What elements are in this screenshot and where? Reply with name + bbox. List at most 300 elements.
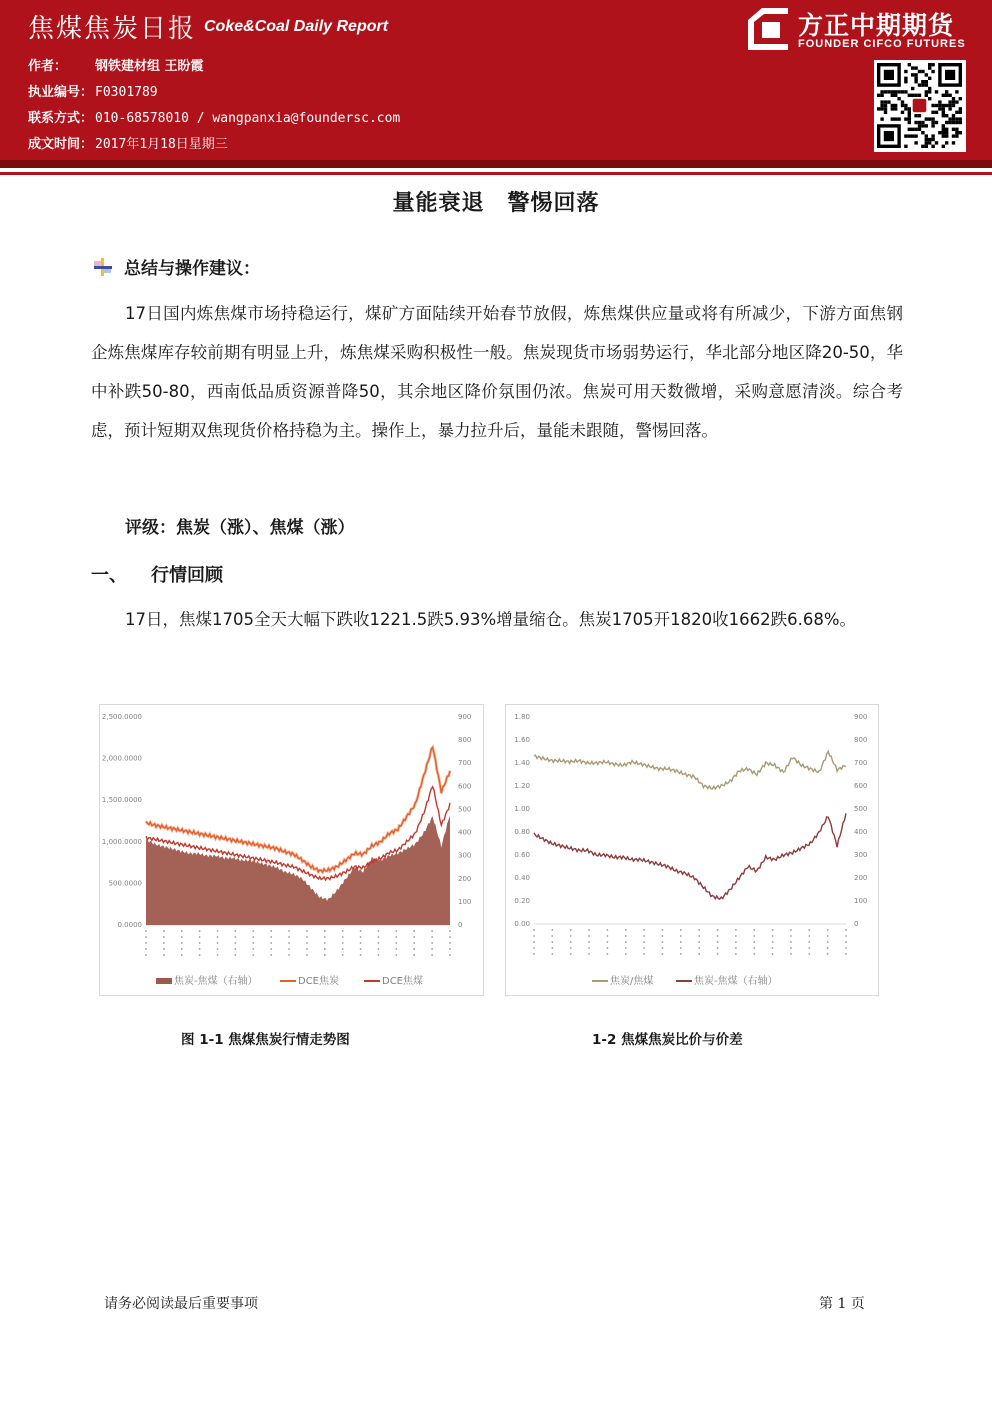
qr-module — [942, 94, 945, 97]
chart2-x-tick-mark — [533, 947, 535, 949]
chart1-x-tick-mark — [217, 942, 219, 944]
figure-caption-1: 图 1-1 焦煤焦炭行情走势图 — [181, 1032, 350, 1048]
chart1-x-tick-mark — [395, 948, 397, 950]
qr-finder-core — [884, 70, 894, 80]
company-logo-icon — [744, 6, 792, 52]
qr-module — [887, 90, 890, 93]
qr-module — [880, 107, 883, 110]
qr-module — [901, 100, 904, 103]
qr-module — [904, 104, 907, 107]
qr-module — [901, 90, 904, 93]
chart1-x-tick-mark — [288, 942, 290, 944]
chart1-x-tick-mark — [378, 942, 380, 944]
chart1-x-tick-mark — [342, 930, 344, 932]
chart2-x-tick-mark — [808, 935, 810, 937]
chart1-x-tick-mark — [181, 936, 183, 938]
qr-module — [931, 104, 934, 107]
chart1-x-tick-mark — [252, 948, 254, 950]
chart2-x-tick-mark — [662, 953, 664, 955]
chart1-x-tick-mark — [235, 942, 237, 944]
date-label: 成文时间： — [28, 137, 94, 152]
chart2-x-tick-mark — [643, 941, 645, 943]
qr-module — [925, 145, 928, 148]
qr-code — [874, 60, 966, 152]
qr-module — [908, 107, 911, 110]
chart1-x-tick-mark — [270, 942, 272, 944]
qr-module — [880, 104, 883, 107]
qr-module — [911, 128, 914, 131]
chart1-x-tick-mark — [270, 948, 272, 950]
chart1-x-tick-mark — [217, 930, 219, 932]
contact-row — [28, 107, 400, 126]
qr-module — [955, 121, 958, 124]
qr-module — [942, 111, 945, 114]
chart1-x-tick-mark — [360, 948, 362, 950]
qr-module — [955, 128, 958, 131]
qr-module — [921, 131, 924, 134]
qr-module — [884, 100, 887, 103]
qr-module — [918, 124, 921, 127]
qr-module — [914, 80, 917, 83]
chart2-right-tick: 100 — [854, 897, 868, 905]
qr-module — [891, 104, 894, 107]
chart1-left-tick: 500.0000 — [108, 879, 142, 888]
chart1-legend-label-1: DCE焦炭 — [298, 976, 340, 987]
chart1-x-tick-mark — [342, 948, 344, 950]
qr-module — [945, 90, 948, 93]
chart1-x-tick-mark — [163, 954, 165, 956]
qr-module — [928, 77, 931, 80]
chart1-x-tick-mark — [431, 954, 433, 956]
qr-module — [952, 121, 955, 124]
license-value: F0301789 — [95, 85, 158, 100]
chart2-x-tick-mark — [717, 947, 719, 949]
qr-module — [938, 131, 941, 134]
chart1-x-tick-mark — [270, 936, 272, 938]
qr-module — [911, 94, 914, 97]
qr-module — [921, 70, 924, 73]
chart2-x-tick-mark — [717, 941, 719, 943]
chart2-left-tick: 1.80 — [514, 713, 530, 721]
chart2-x-tick-mark — [772, 953, 774, 955]
qr-module — [952, 128, 955, 131]
summary-paragraph: 17日国内炼焦煤市场持稳运行，煤矿方面陆续开始春节放假，炼焦煤供应量或将有所减少，下游方面焦钢企炼焦煤库存较前期有明显上升，炼焦煤采购积极性一般。焦炭现货市场弱势运行，华北部分地区降20-50，华中补跌50-80，西南低品质资源普降50，其余地区降价氛围仍浓。焦炭可用天数微增，采购意愿清淡。综合考虑，预计短期双焦现货价格持稳为主。操作上，暴力拉升后，量能未跟随，警惕回落。 — [91, 304, 903, 440]
qr-module — [931, 111, 934, 114]
header-divider-thin — [0, 172, 992, 175]
chart1-right-tick: 200 — [458, 874, 472, 883]
chart2-x-tick-mark — [772, 935, 774, 937]
qr-module — [904, 117, 907, 120]
chart2-x-tick-mark — [808, 929, 810, 931]
chart-ratio-spread — [505, 704, 879, 996]
qr-module — [921, 145, 924, 148]
qr-module — [908, 121, 911, 124]
chart2-x-tick-mark — [662, 935, 664, 937]
author-label: 作者： — [28, 59, 68, 74]
chart1-x-tick-mark — [324, 936, 326, 938]
qr-module — [925, 141, 928, 144]
chart2-x-tick-mark — [570, 953, 572, 955]
section-heading — [91, 561, 223, 587]
chart1-legend-label-2: DCE焦煤 — [382, 976, 424, 987]
qr-module — [925, 124, 928, 127]
qr-module — [935, 111, 938, 114]
qr-module — [914, 94, 917, 97]
chart2-x-tick-mark — [662, 941, 664, 943]
chart2-x-tick-mark — [680, 935, 682, 937]
chart2-x-tick-mark — [845, 935, 847, 937]
chart1-x-tick-mark — [145, 936, 147, 938]
qr-module — [931, 145, 934, 148]
chart1-x-tick-mark — [395, 936, 397, 938]
chart1-x-tick-mark — [306, 930, 308, 932]
qr-module — [935, 104, 938, 107]
chart2-right-tick: 0 — [854, 920, 859, 928]
qr-module — [948, 107, 951, 110]
chart1-x-tick-mark — [413, 942, 415, 944]
qr-module — [904, 145, 907, 148]
chart1-x-tick-mark — [217, 954, 219, 956]
qr-module — [928, 117, 931, 120]
summary-heading — [92, 254, 260, 279]
chart1-x-tick-mark — [378, 948, 380, 950]
chart1-x-tick-mark — [217, 936, 219, 938]
chart2-x-tick-mark — [533, 935, 535, 937]
qr-module — [942, 124, 945, 127]
chart1-x-tick-mark — [145, 948, 147, 950]
chart2-x-tick-mark — [772, 941, 774, 943]
document-title: 量能衰退 警惕回落 — [392, 191, 600, 216]
chart1-x-tick-mark — [431, 948, 433, 950]
chart2-x-tick-mark — [551, 941, 553, 943]
chart1-x-tick-mark — [395, 954, 397, 956]
diamond-bullet-icon — [92, 257, 114, 277]
qr-module — [925, 138, 928, 141]
chart2-x-tick-mark — [570, 941, 572, 943]
chart1-x-tick-mark — [181, 930, 183, 932]
chart1-left-tick: 1,000.0000 — [101, 837, 142, 846]
qr-module — [880, 94, 883, 97]
qr-module — [945, 104, 948, 107]
qr-module — [952, 117, 955, 120]
chart2-series-0 — [534, 751, 846, 789]
chart2-x-tick-mark — [570, 935, 572, 937]
chart2-x-tick-mark — [588, 935, 590, 937]
chart2-x-tick-mark — [643, 947, 645, 949]
chart2-x-tick-mark — [735, 935, 737, 937]
chart2-x-tick-mark — [607, 929, 609, 931]
chart1-x-tick-mark — [431, 930, 433, 932]
chart1-right-tick: 800 — [458, 736, 472, 745]
chart1-right-tick: 400 — [458, 828, 472, 837]
chart2-left-tick: 1.20 — [514, 782, 530, 790]
chart1-x-tick-mark — [306, 936, 308, 938]
qr-module — [928, 87, 931, 90]
chart2-x-tick-mark — [662, 947, 664, 949]
qr-module — [925, 90, 928, 93]
qr-module — [959, 107, 962, 110]
chart2-x-tick-mark — [717, 929, 719, 931]
chart1-x-tick-mark — [306, 948, 308, 950]
chart1-x-tick-mark — [324, 942, 326, 944]
qr-module — [948, 117, 951, 120]
qr-module — [894, 107, 897, 110]
qr-module — [959, 121, 962, 124]
chart2-x-tick-mark — [551, 929, 553, 931]
chart1-x-tick-mark — [306, 954, 308, 956]
chart2-x-tick-mark — [753, 953, 755, 955]
qr-module — [914, 128, 917, 131]
qr-module — [938, 100, 941, 103]
qr-module — [884, 111, 887, 114]
qr-module — [955, 90, 958, 93]
qr-module — [935, 90, 938, 93]
chart2-left-tick: 0.20 — [514, 897, 530, 905]
chart1-x-tick-mark — [163, 930, 165, 932]
chart2-x-tick-mark — [625, 941, 627, 943]
qr-module — [904, 134, 907, 137]
chart1-x-tick-mark — [449, 942, 451, 944]
chart1-x-tick-mark — [360, 930, 362, 932]
chart1-x-tick-mark — [360, 936, 362, 938]
chart1-x-tick-mark — [413, 948, 415, 950]
qr-module — [925, 83, 928, 86]
chart1-x-tick-mark — [449, 930, 451, 932]
qr-module — [897, 97, 900, 100]
company-logo — [744, 6, 984, 56]
chart1-x-tick-mark — [145, 930, 147, 932]
qr-module — [925, 134, 928, 137]
chart1-x-tick-mark — [199, 954, 201, 956]
chart1-x-tick-mark — [431, 936, 433, 938]
qr-module — [945, 114, 948, 117]
chart2-x-tick-mark — [680, 929, 682, 931]
qr-module — [894, 104, 897, 107]
qr-module — [942, 107, 945, 110]
qr-center-logo — [913, 99, 927, 113]
qr-module — [897, 90, 900, 93]
qr-code-icon — [874, 60, 966, 152]
figure-caption-2: 1-2 焦煤焦炭比价与价差 — [592, 1032, 743, 1048]
rating: 评级：焦炭（涨）、焦煤（涨） — [125, 518, 355, 538]
chart2-x-tick-mark — [772, 929, 774, 931]
chart2-left-tick: 1.60 — [514, 736, 530, 744]
qr-module — [880, 90, 883, 93]
chart2-x-tick-mark — [827, 947, 829, 949]
chart2-x-tick-mark — [845, 947, 847, 949]
qr-module — [908, 94, 911, 97]
qr-module — [935, 141, 938, 144]
chart2-right-tick: 200 — [854, 874, 868, 882]
chart1-x-tick-mark — [235, 930, 237, 932]
chart2-x-tick-mark — [680, 947, 682, 949]
date-value: 2017年1月18日星期三 — [95, 137, 228, 152]
chart2-x-tick-mark — [845, 941, 847, 943]
chart2-x-tick-mark — [551, 953, 553, 955]
qr-module — [911, 134, 914, 137]
chart2-series-1 — [534, 813, 846, 899]
qr-module — [904, 107, 907, 110]
qr-module — [918, 128, 921, 131]
report-title-en: Coke&Coal Daily Report — [204, 18, 389, 35]
author-row — [28, 55, 204, 74]
chart2-x-tick-mark — [570, 947, 572, 949]
chart1-left-tick: 2,500.0000 — [101, 713, 142, 721]
qr-module — [921, 121, 924, 124]
qr-module — [904, 80, 907, 83]
chart2-x-tick-mark — [845, 953, 847, 955]
chart1-x-tick-mark — [199, 942, 201, 944]
chart1-x-tick-mark — [145, 954, 147, 956]
chart2-x-tick-mark — [735, 947, 737, 949]
chart2-left-tick: 0.00 — [514, 920, 530, 928]
chart1-x-tick-mark — [181, 948, 183, 950]
chart1-x-tick-mark — [181, 954, 183, 956]
qr-module — [931, 121, 934, 124]
qr-module — [884, 90, 887, 93]
chart1-x-tick-mark — [235, 948, 237, 950]
qr-module — [884, 104, 887, 107]
qr-module — [955, 134, 958, 137]
qr-module — [925, 73, 928, 76]
chart2-x-tick-mark — [717, 953, 719, 955]
chart2-x-tick-mark — [753, 929, 755, 931]
qr-module — [948, 121, 951, 124]
qr-module — [952, 134, 955, 137]
chart2-left-tick: 0.60 — [514, 851, 530, 859]
footer-notice: 请务必阅读最后重要事项 — [104, 1296, 258, 1312]
chart1-legend-label-0: 焦炭-焦煤（右轴） — [174, 976, 258, 987]
qr-module — [925, 80, 928, 83]
chart2-x-tick-mark — [845, 929, 847, 931]
chart2-legend-label-0: 焦炭/焦煤 — [610, 976, 654, 987]
qr-module — [928, 90, 931, 93]
qr-module — [921, 80, 924, 83]
qr-module — [952, 100, 955, 103]
chart2-x-tick-mark — [753, 947, 755, 949]
chart2-x-tick-mark — [790, 953, 792, 955]
chart1-left-tick: 1,500.0000 — [101, 796, 142, 805]
chart2-x-tick-mark — [643, 929, 645, 931]
qr-module — [948, 104, 951, 107]
qr-module — [942, 131, 945, 134]
chart2-x-tick-mark — [533, 929, 535, 931]
chart2-x-tick-mark — [625, 929, 627, 931]
chart1-x-tick-mark — [163, 948, 165, 950]
qr-module — [942, 114, 945, 117]
qr-module — [894, 94, 897, 97]
chart2-x-tick-mark — [735, 929, 737, 931]
qr-module — [959, 131, 962, 134]
chart1-x-tick-mark — [270, 930, 272, 932]
chart1-x-tick-mark — [413, 954, 415, 956]
qr-module — [880, 100, 883, 103]
qr-module — [914, 121, 917, 124]
chart2-x-tick-mark — [790, 947, 792, 949]
chart2-right-tick: 900 — [854, 713, 868, 721]
chart1-right-tick: 0 — [458, 921, 463, 929]
chart1-right-tick: 600 — [458, 782, 472, 791]
chart2-x-tick-mark — [735, 953, 737, 955]
chart2-x-tick-mark — [533, 953, 535, 955]
chart2-x-tick-mark — [588, 953, 590, 955]
qr-module — [945, 141, 948, 144]
chart1-x-tick-mark — [252, 942, 254, 944]
report-header-banner — [0, 0, 992, 160]
qr-module — [931, 124, 934, 127]
qr-module — [918, 70, 921, 73]
chart1-x-tick-mark — [145, 942, 147, 944]
qr-module — [938, 104, 941, 107]
chart2-x-tick-mark — [827, 941, 829, 943]
chart1-x-tick-mark — [449, 948, 451, 950]
chart1-x-tick-mark — [342, 954, 344, 956]
qr-module — [914, 141, 917, 144]
chart-ratio-spread-svg — [506, 705, 878, 995]
qr-module — [901, 111, 904, 114]
qr-module — [921, 83, 924, 86]
qr-module — [925, 117, 928, 120]
qr-module — [928, 138, 931, 141]
qr-module — [948, 100, 951, 103]
chart2-left-tick: 1.40 — [514, 759, 530, 767]
chart2-x-tick-mark — [827, 935, 829, 937]
chart1-x-tick-mark — [378, 954, 380, 956]
qr-module — [955, 100, 958, 103]
chart2-x-tick-mark — [551, 935, 553, 937]
chart2-x-tick-mark — [698, 953, 700, 955]
header-divider — [0, 160, 992, 168]
chart1-x-tick-mark — [163, 936, 165, 938]
chart2-x-tick-mark — [662, 929, 664, 931]
qr-finder-core — [884, 131, 894, 141]
qr-finder-core — [945, 70, 955, 80]
logo-text-en: FOUNDER CIFCO FUTURES — [798, 38, 966, 50]
chart1-x-tick-mark — [306, 942, 308, 944]
chart1-x-tick-mark — [288, 930, 290, 932]
license-row — [28, 81, 158, 100]
qr-module — [904, 70, 907, 73]
chart1-x-tick-mark — [181, 942, 183, 944]
qr-module — [894, 117, 897, 120]
qr-module — [908, 111, 911, 114]
chart2-x-tick-mark — [607, 947, 609, 949]
chart1-right-tick: 300 — [458, 851, 472, 860]
chart2-x-tick-mark — [753, 935, 755, 937]
qr-module — [911, 87, 914, 90]
qr-module — [891, 117, 894, 120]
chart1-x-tick-mark — [413, 930, 415, 932]
qr-module — [938, 107, 941, 110]
chart2-right-tick: 700 — [854, 759, 868, 767]
chart2-x-tick-mark — [588, 929, 590, 931]
chart2-right-tick: 600 — [854, 782, 868, 790]
qr-module — [908, 128, 911, 131]
chart2-left-tick: 0.40 — [514, 874, 530, 882]
chart2-left-tick: 0.80 — [514, 828, 530, 836]
qr-module — [908, 114, 911, 117]
chart2-x-tick-mark — [607, 941, 609, 943]
chart2-x-tick-mark — [698, 929, 700, 931]
qr-module — [942, 128, 945, 131]
chart2-x-tick-mark — [698, 935, 700, 937]
qr-module — [908, 134, 911, 137]
qr-module — [880, 117, 883, 120]
license-label: 执业编号： — [28, 85, 94, 100]
qr-module — [945, 128, 948, 131]
qr-module — [931, 138, 934, 141]
chart1-x-tick-mark — [342, 942, 344, 944]
